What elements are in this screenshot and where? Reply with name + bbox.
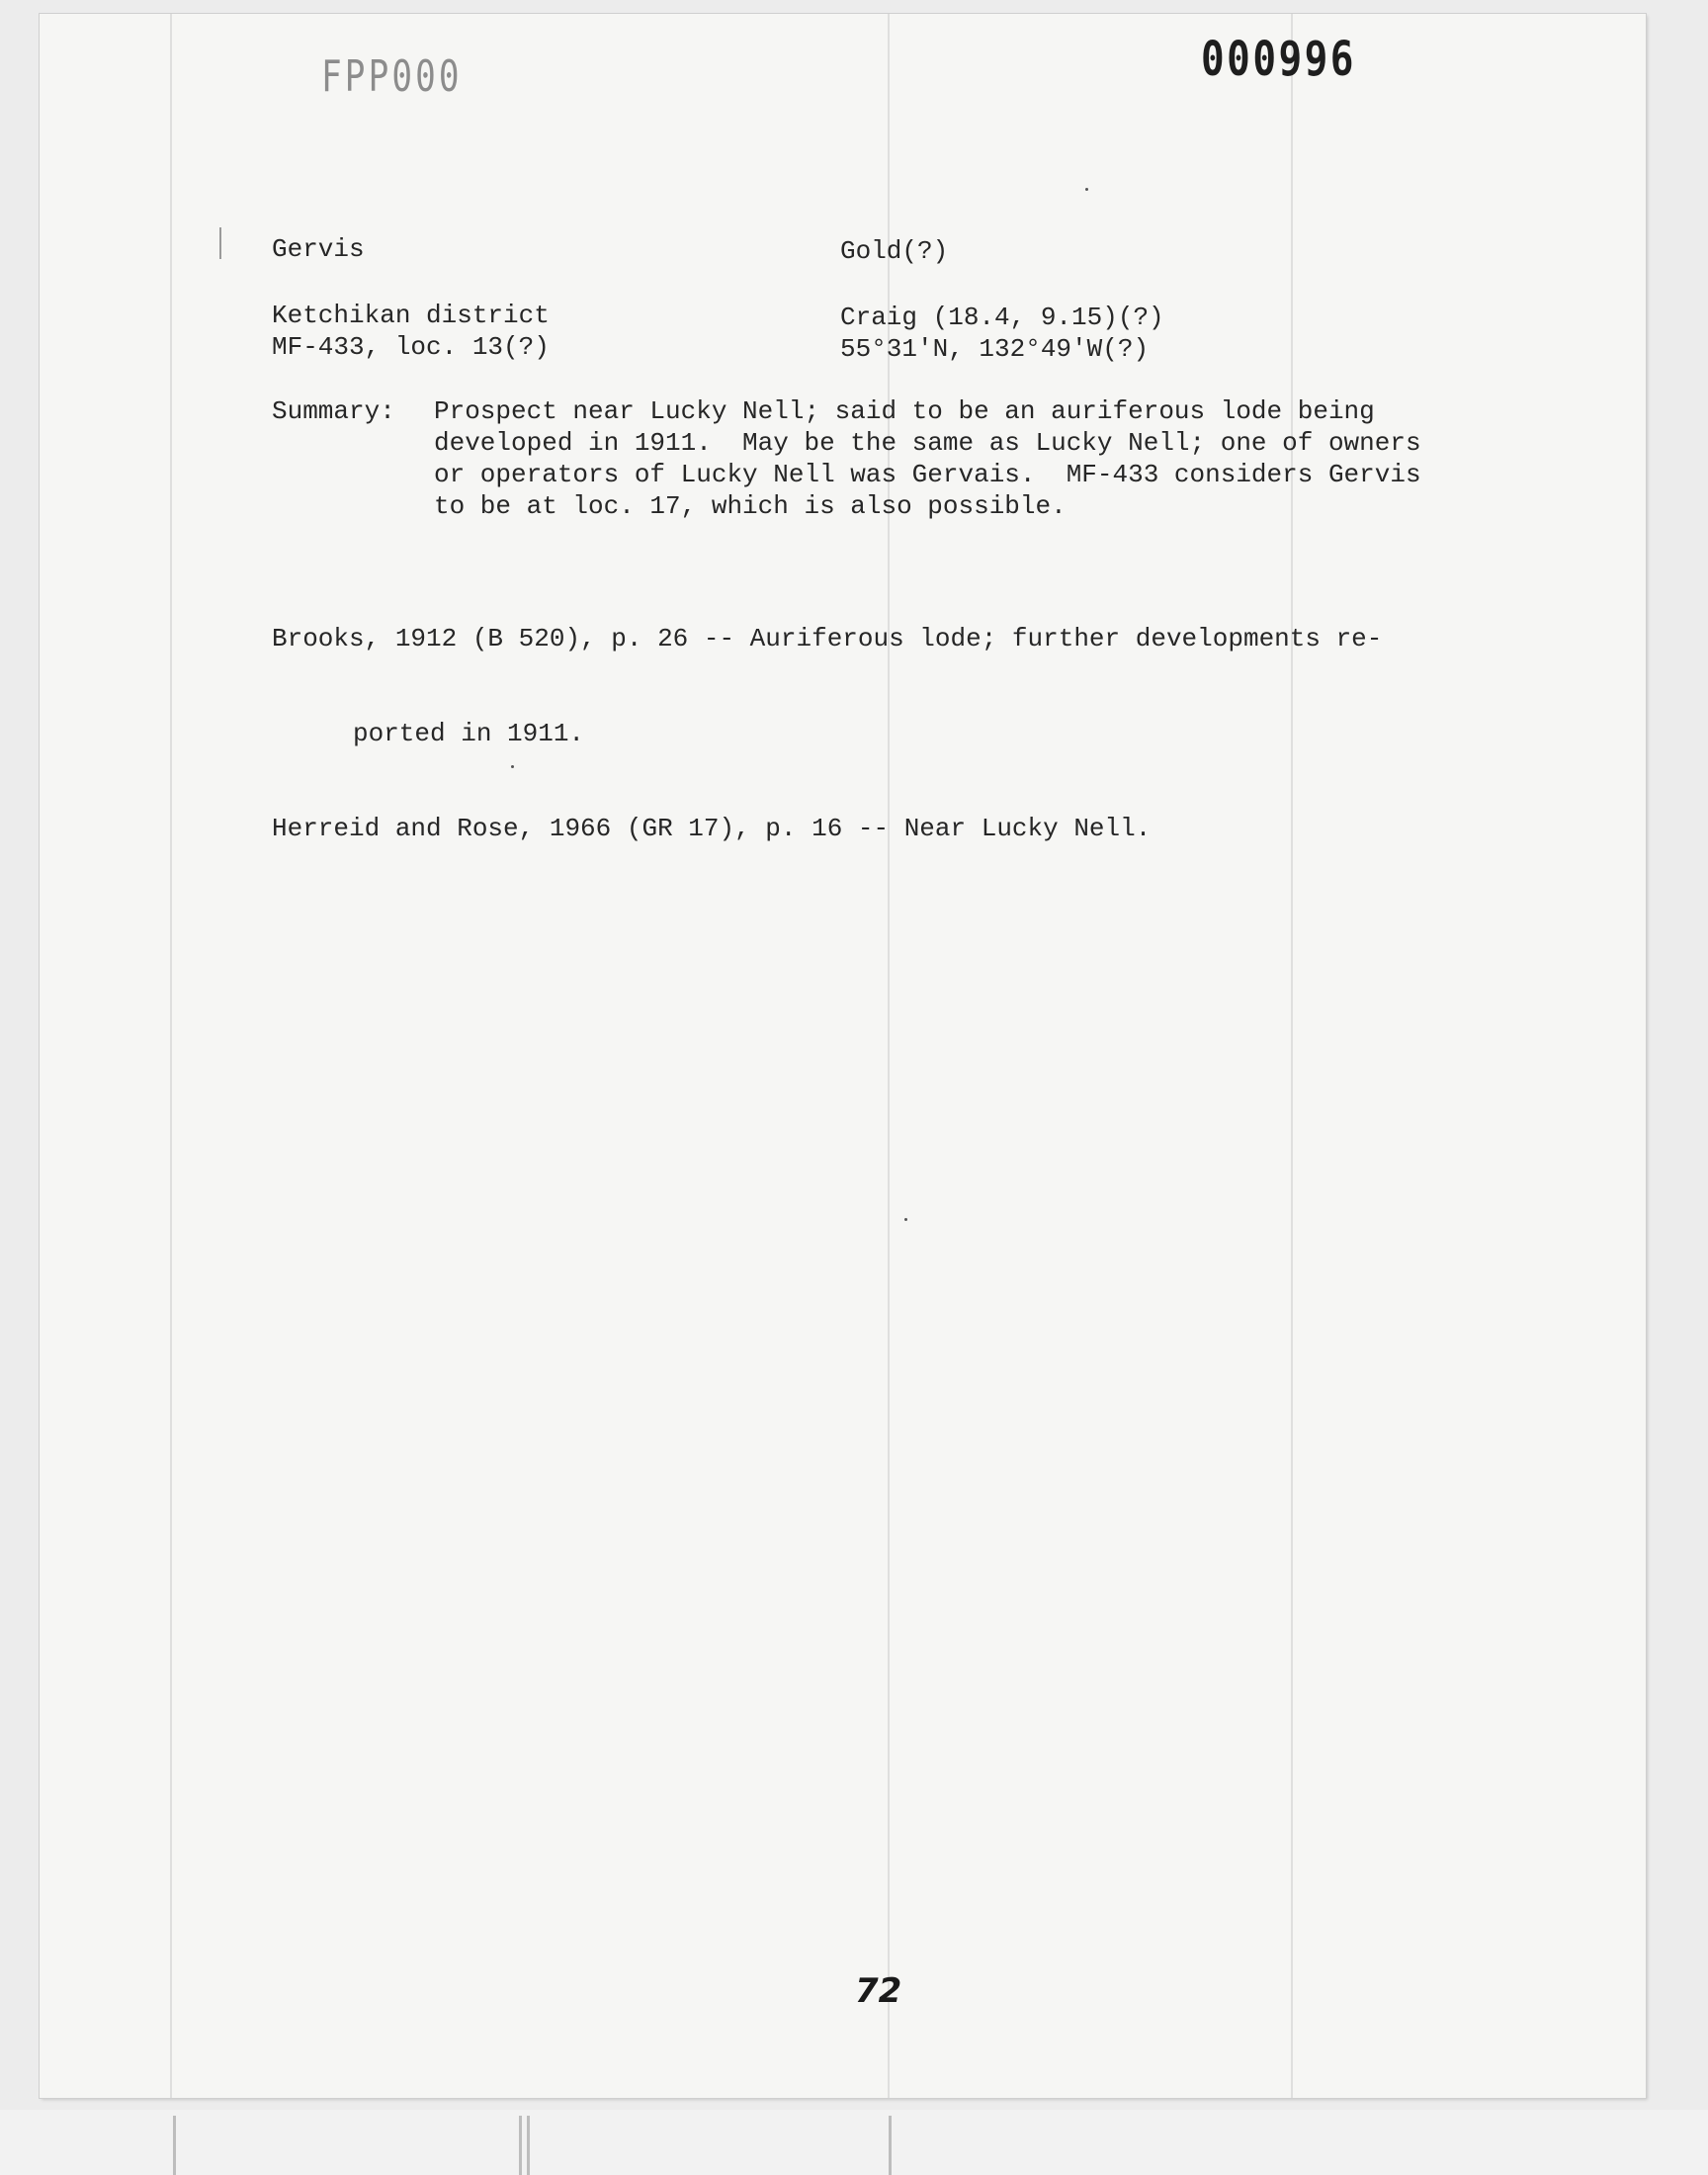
- scan-bottom-strip: [0, 2110, 1708, 2175]
- margin-mark: [219, 227, 221, 259]
- page-number: 72: [855, 1971, 902, 2011]
- summary-line: developed in 1911. May be the same as Lucky Nell; one of owners: [434, 428, 1421, 458]
- summary-line: or operators of Lucky Nell was Gervais. MF-433 considers Gervis: [434, 460, 1421, 489]
- reference-entry: [272, 560, 1382, 876]
- scan-strip-bar: [889, 2116, 892, 2175]
- summary-line: to be at loc. 17, which is also possible.: [434, 491, 1067, 521]
- quadrangle: Craig (18.4, 9.15)(?): [840, 303, 1164, 332]
- stamp-top-left: FPP000: [321, 51, 463, 102]
- summary-text: [434, 395, 1482, 522]
- stamp-top-right: 000996: [1201, 32, 1356, 87]
- scan-strip-bar: [519, 2116, 522, 2175]
- commodity: Gold(?): [840, 236, 949, 266]
- scan-strip-bar: [173, 2116, 176, 2175]
- reference-continuation: ported in 1911.: [353, 719, 585, 748]
- summary-line: Prospect near Lucky Nell; said to be an auriferous lode being: [434, 396, 1375, 426]
- scan-strip-bar: [527, 2116, 530, 2175]
- district: Ketchikan district: [272, 301, 550, 330]
- scan-line: [170, 14, 172, 2098]
- speck: [511, 765, 514, 768]
- summary-label: Summary:: [272, 396, 395, 426]
- reference-line: Brooks, 1912 (B 520), p. 26 -- Auriferous lode; further developments re-: [272, 624, 1383, 653]
- reference-line: Herreid and Rose, 1966 (GR 17), p. 16 -- Near Lucky Nell.: [272, 814, 1152, 843]
- speck: [1085, 188, 1088, 191]
- scan-line: [1291, 14, 1293, 2098]
- speck: [904, 1218, 907, 1221]
- prospect-name: Gervis: [272, 234, 365, 264]
- map-reference: MF-433, loc. 13(?): [272, 332, 550, 362]
- coordinates: 55°31'N, 132°49'W(?): [840, 334, 1150, 364]
